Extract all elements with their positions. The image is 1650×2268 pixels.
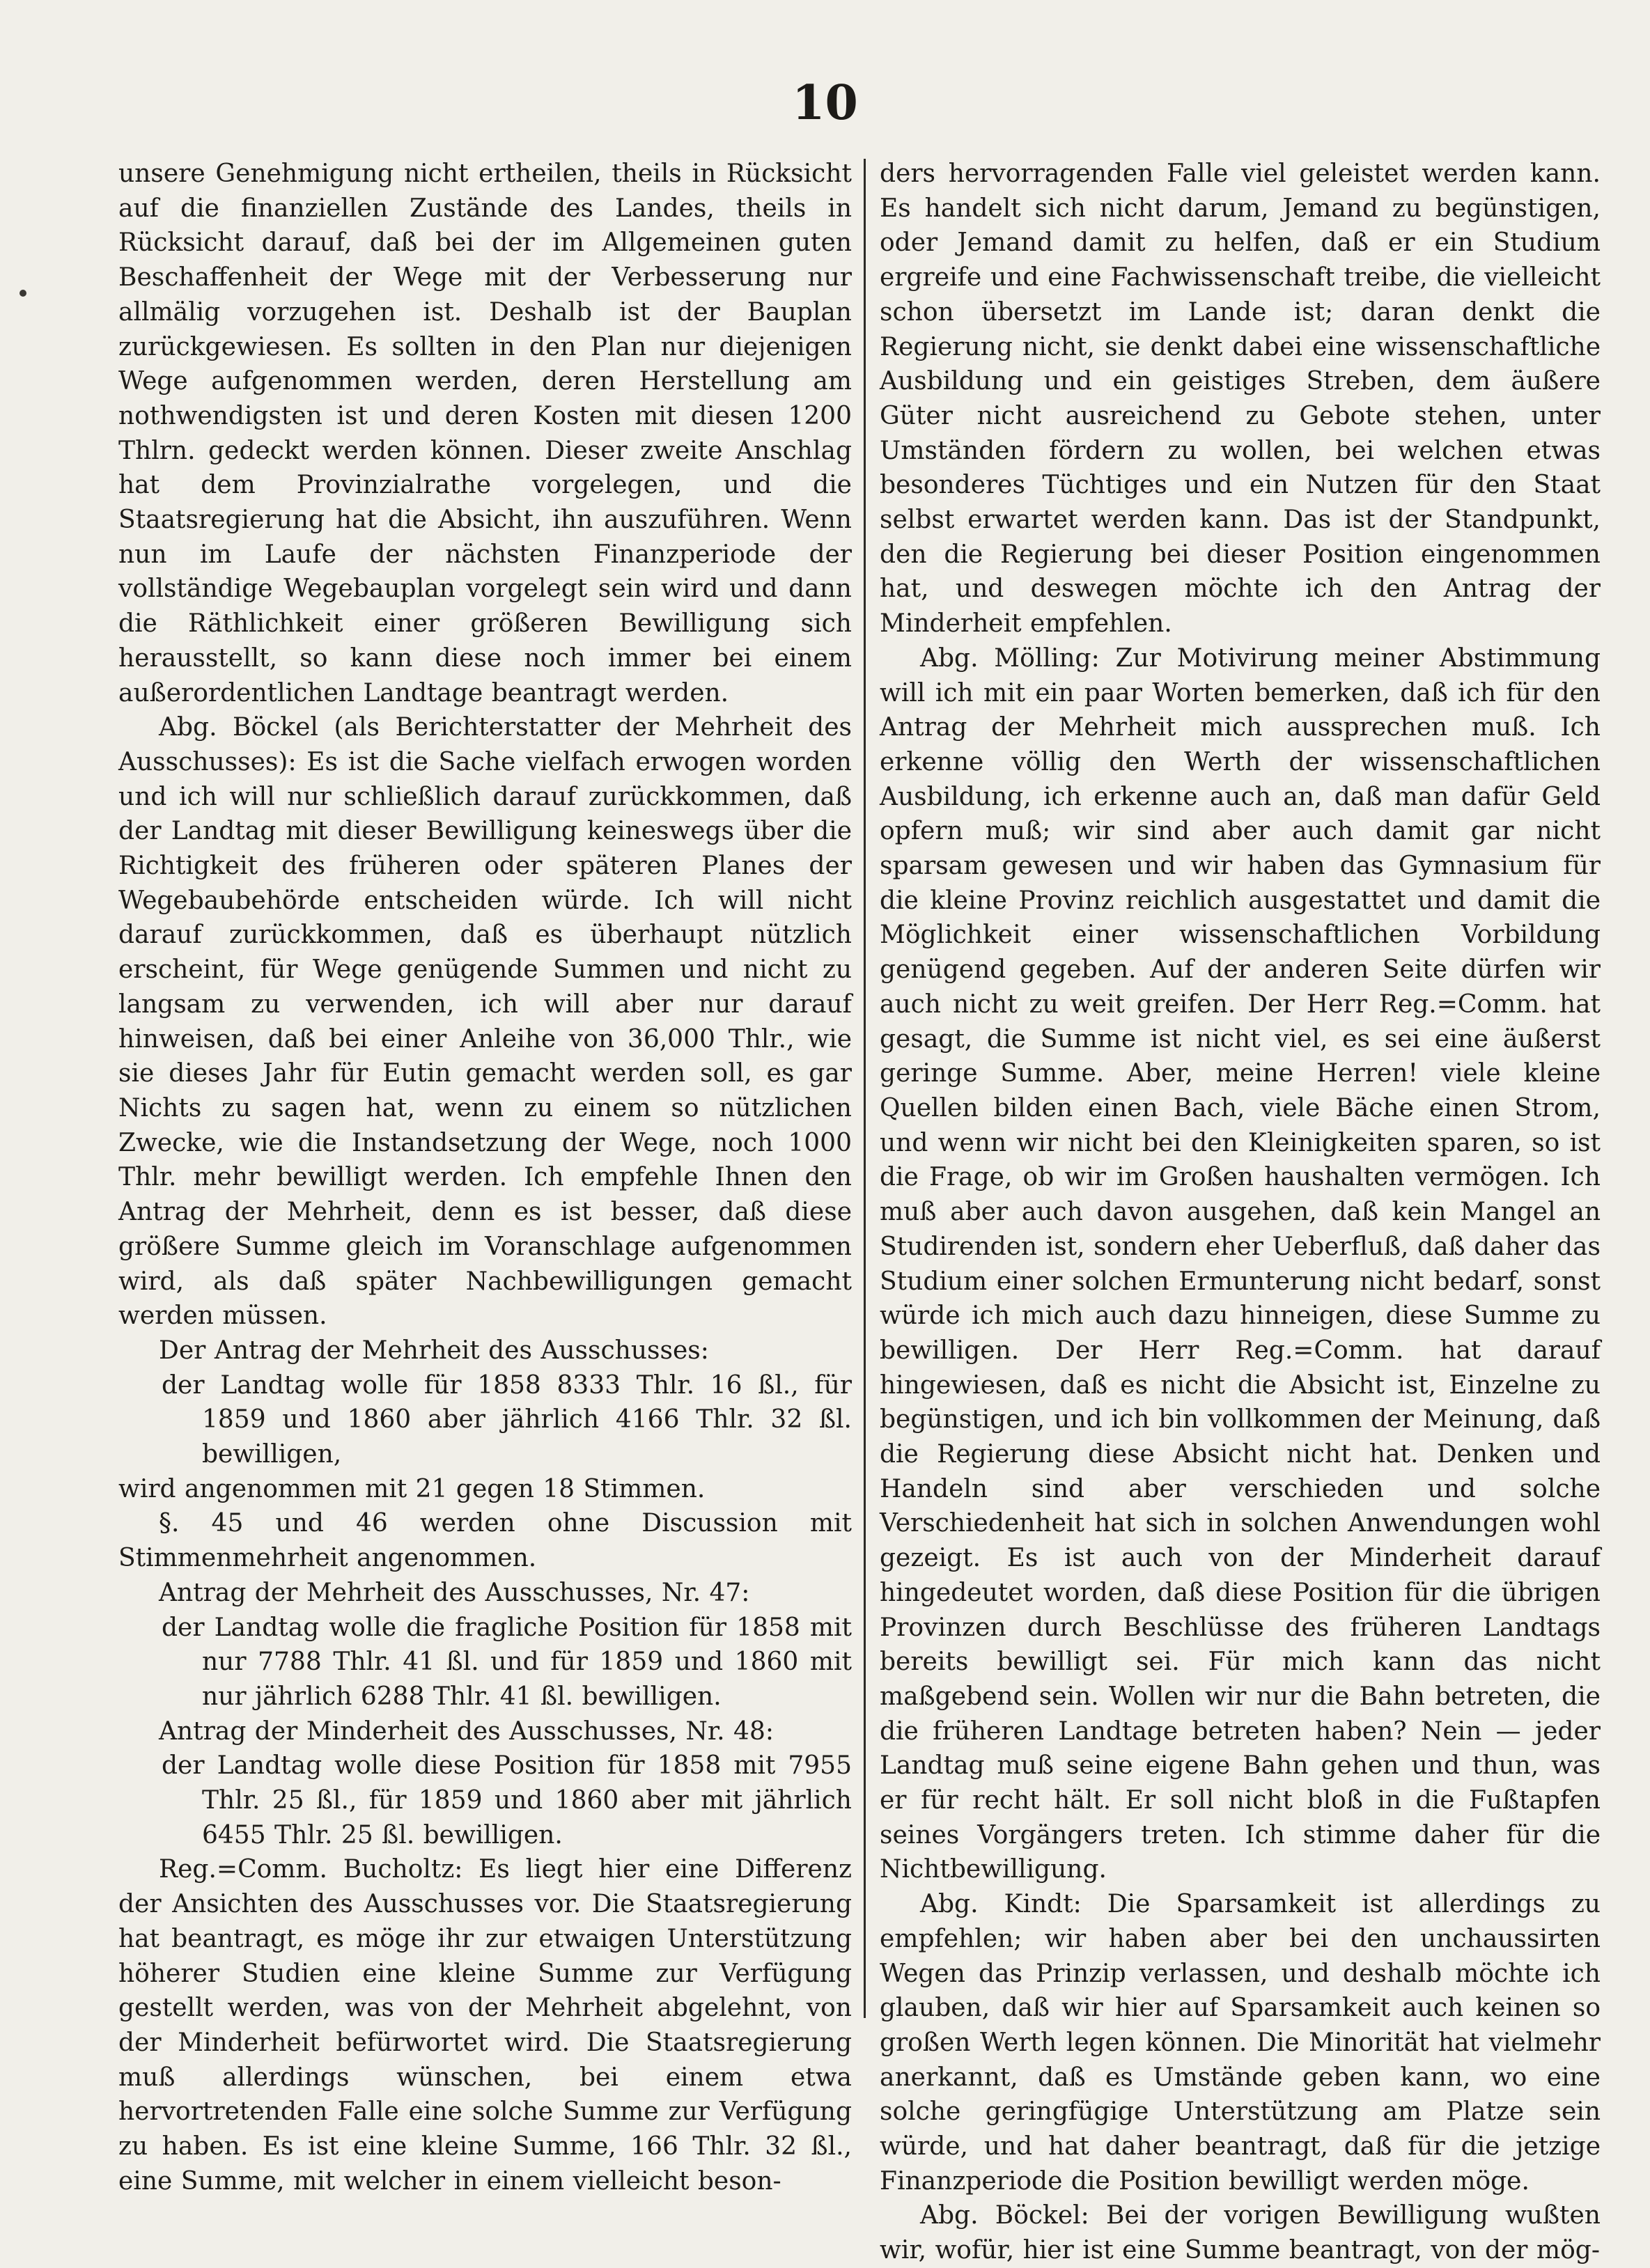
paragraph: unsere Genehmigung nicht ertheilen, theils in Rücksicht auf die finanziellen Zustände des Landes, theils in Rücksicht darauf, daß bei der im Allgemeinen guten Beschaffenheit der Wege mit der Verbesserung nur allmälig vorzugehen ist. Deshalb ist der Bauplan zurückgewiesen. Es sollten in den Plan nur diejenigen Wege aufgenommen werden, deren Herstellung am nothwendigsten ist und deren Kosten mit diesen 1200 Thlrn. gedeckt werden können. Dieser zweite Anschlag hat dem Provinzialrathe vorgelegen, und die Staatsregierung hat die Absicht, ihn auszuführen. Wenn nun im Laufe der nächsten Finanzperiode der vollständige Wegebauplan vorgelegt sein wird und dann die Räthlichkeit einer größeren Bewilligung sich herausstellt, so kann diese noch immer bei einem außerordentlichen Landtage beantragt werden. [118, 159, 852, 707]
paragraph: ders hervorragenden Falle viel geleistet werden kann. Es handelt sich nicht darum, Jemand zu begünstigen, oder Jemand damit zu helfen, daß er ein Studium ergreife und eine Fachwissenschaft treibe, die vielleicht schon übersetzt im Lande ist; daran denkt die Regierung nicht, sie denkt dabei eine wissenschaftliche Ausbildung und ein geistiges Streben, dem äußere Güter nicht ausreichend zu Gebote stehen, unter Umständen fördern zu wollen, bei welchen etwas besonderes Tüchtiges und ein Nutzen für den Staat selbst erwartet werden kann. Das ist der Standpunkt, den die Regierung bei dieser Position eingenommen hat, und deswegen möchte ich den Antrag der Minderheit empfehlen. [880, 159, 1601, 639]
column-divider [864, 159, 866, 2018]
section-note: §. 45 und 46 werden ohne Discussion mit Stimmenmehrheit angenommen. [118, 1509, 852, 1573]
motion-heading: Der Antrag der Mehrheit des Ausschusses: [159, 1336, 709, 1365]
motion-heading: Antrag der Minderheit des Ausschusses, Nr. 48: [159, 1716, 774, 1746]
motion-text: der Landtag wolle für 1858 8333 Thlr. 16 ßl., für 1859 und 1860 aber jährlich 4166 Thlr. 32 ßl. bewilligen, [162, 1370, 852, 1469]
motion-text: der Landtag wolle diese Position für 1858 mit 7955 Thlr. 25 ßl., für 1859 und 1860 aber mit jährlich 6455 Thlr. 25 ßl. bewilligen. [162, 1751, 852, 1849]
motion-text: der Landtag wolle die fragliche Position für 1858 mit nur 7788 Thlr. 41 ßl. und für 1859 und 1860 mit nur jährlich 6288 Thlr. 41 ßl. bewilligen. [162, 1613, 852, 1711]
motion-heading: Antrag der Mehrheit des Ausschusses, Nr. 47: [159, 1578, 750, 1607]
vote-result: wird angenommen mit 21 gegen 18 Stimmen. [118, 1474, 706, 1503]
speech-boeckel: Abg. Böckel: Bei der vorigen Bewilligung wußten wir, wofür, hier ist eine Summe beantragt, von der mög- [880, 2201, 1601, 2265]
left-column [118, 157, 852, 2198]
speech-bucholtz: Reg.=Comm. Bucholtz: Es liegt hier eine Differenz der Ansichten des Ausschusses vor. Die Staatsregierung hat beantragt, es möge ihr zur etwaigen Unterstützung höherer Studien eine kleine Summe zur Verfügung gestellt werden, was von der Mehrheit abgelehnt, von der Minderheit befürwortet wird. Die Staatsregierung muß allerdings wünschen, bei einem etwa hervortretenden Falle eine solche Summe zur Verfügung zu haben. Es ist eine kleine Summe, 166 Thlr. 32 ßl., eine Summe, mit welcher in einem vielleicht beson- [118, 1855, 852, 2196]
speech-kindt: Abg. Kindt: Die Sparsamkeit ist allerdings zu empfehlen; wir haben aber bei den unchaussirten Wegen das Prinzip verlassen, und deshalb möchte ich glauben, daß wir hier auf Sparsamkeit auch keinen so großen Werth legen können. Die Minorität hat vielmehr anerkannt, daß es Umstände geben kann, wo eine solche geringfügige Unterstützung am Platze sein würde, und hat daher beantragt, daß für die jetzige Finanzperiode die Position bewilligt werden möge. [880, 1890, 1601, 2196]
speech-moelling: Abg. Mölling: Zur Motivirung meiner Abstimmung will ich mit ein paar Worten bemerken, daß ich für den Antrag der Mehrheit mich aussprechen muß. Ich erkenne völlig den Werth der wissenschaftlichen Ausbildung, ich erkenne auch an, daß man dafür Geld opfern muß; wir sind aber auch damit gar nicht sparsam gewesen und wir haben das Gymnasium für die kleine Provinz reichlich ausgestattet und damit die Möglichkeit einer wissenschaftlichen Vorbildung genügend gegeben. Auf der anderen Seite dürfen wir auch nicht zu weit greifen. Der Herr Reg.=Comm. hat gesagt, die Summe ist nicht viel, es sei eine äußerst geringe Summe. Aber, meine Herren! viele kleine Quellen bilden einen Bach, viele Bäche einen Strom, und wenn wir nicht bei den Kleinigkeiten sparen, so ist die Frage, ob wir im Großen haushalten vermögen. Ich muß aber auch davon ausgehen, daß kein Mangel an Studirenden ist, sondern eher Ueberfluß, daß daher das Studium einer solchen Ermunterung nicht bedarf, sonst würde ich mich auch dazu hinneigen, diese Summe zu bewilligen. Der Herr Reg.=Comm. hat darauf hingewiesen, daß es nicht die Absicht ist, Einzelne zu begünstigen, und ich bin vollkommen der Meinung, daß die Regierung diese Absicht nicht hat. Denken und Handeln sind aber verschieden und solche Verschiedenheit hat sich in solchen Anwendungen wohl gezeigt. Es ist auch von der Minderheit darauf hingedeutet worden, daß diese Position für die übrigen Provinzen durch Beschlüsse des früheren Landtags bereits bewilligt sei. Für mich kann das nicht maßgebend sein. Wollen wir nur die Bahn betreten, die die früheren Landtage betreten haben? Nein — jeder Landtag muß seine eigene Bahn gehen und thun, was er für recht hält. Er soll nicht bloß in die Fußtapfen seines Vorgängers treten. Ich stimme daher für die Nichtbewilligung. [880, 643, 1601, 1884]
margin-speck [20, 290, 26, 297]
page-number: 10 [792, 75, 858, 131]
speech-boeckel: Abg. Böckel (als Berichterstatter der Mehrheit des Ausschusses): Es ist die Sache vielfach erwogen worden und ich will nur schließlich darauf zurückkommen, daß der Landtag mit dieser Bewilligung keineswegs über die Richtigkeit des früheren oder späteren Planes der Wegebaubehörde entscheiden würde. Ich will nicht darauf zurückkommen, daß es überhaupt nützlich erscheint, für Wege genügende Summen und nicht zu langsam zu verwenden, ich will aber nur darauf hinweisen, daß bei einer Anleihe von 36,000 Thlr., wie sie dieses Jahr für Eutin gemacht werden soll, es gar Nichts zu sagen hat, wenn zu einem so nützlichen Zwecke, wie die Instandsetzung der Wege, noch 1000 Thlr. mehr bewilligt werden. Ich empfehle Ihnen den Antrag der Mehrheit, denn es ist besser, daß diese größere Summe gleich im Voranschlage aufgenommen wird, als daß später Nachbewilligungen gemacht werden müssen. [118, 713, 852, 1331]
right-column [880, 157, 1601, 2268]
